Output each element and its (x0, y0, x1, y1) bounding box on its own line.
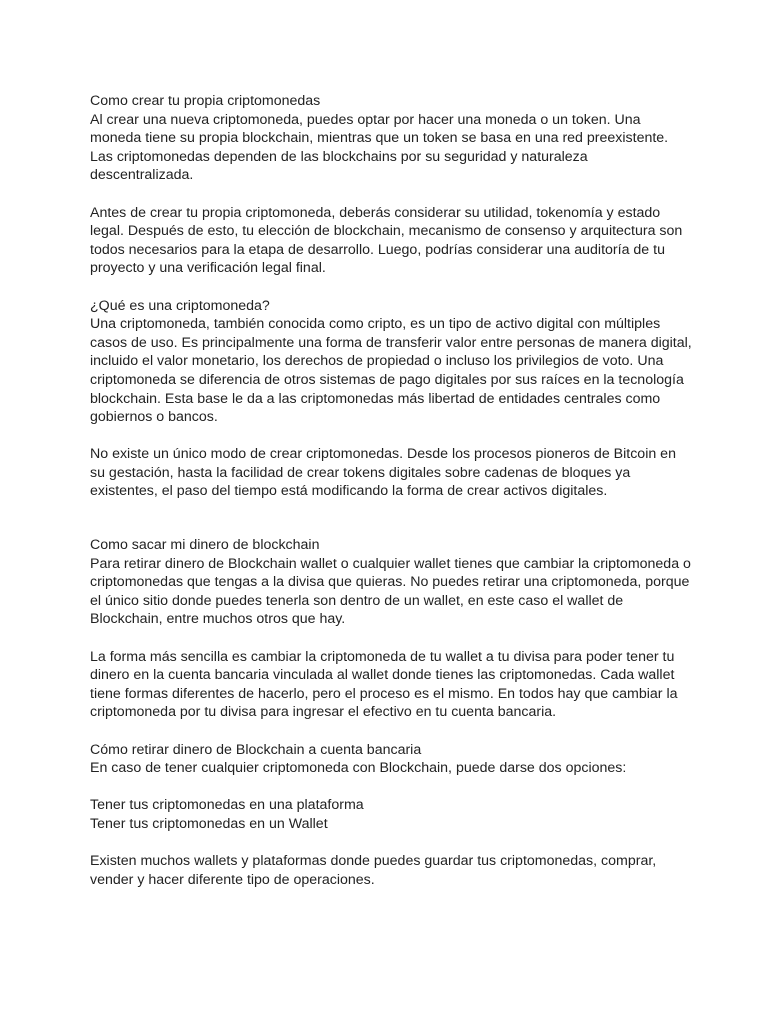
paragraph-line: Blockchain, entre muchos otros que hay. (90, 611, 346, 628)
paragraph-line: Para retirar dinero de Blockchain wallet o cualquier wallet tienes que cambiar la criptomoneda o (90, 555, 691, 572)
paragraph-line: gobiernos o bancos. (90, 409, 218, 426)
section-heading: Como sacar mi dinero de blockchain (90, 537, 320, 554)
paragraph-line: Una criptomoneda, también conocida como cripto, es un tipo de activo digital con múltiples (90, 316, 661, 333)
paragraph-line: casos de uso. Es principalmente una forma de transferir valor entre personas de manera digital, (90, 334, 692, 351)
paragraph-spacer (90, 834, 690, 853)
paragraph-line: Al crear una nueva criptomoneda, puedes optar por hacer una moneda o un token. Una (90, 111, 641, 128)
paragraph-line: tiene formas diferentes de hacerlo, pero el proceso es el mismo. En todos hay que cambiar la (90, 685, 678, 702)
section-existen-muchos-wallets (90, 852, 690, 889)
paragraph-spacer (90, 185, 690, 204)
section-que-es-criptomoneda (90, 297, 690, 427)
paragraph-spacer (90, 427, 690, 446)
section-sacar-dinero (90, 536, 690, 629)
option-line: Tener tus criptomonedas en un Wallet (90, 815, 328, 832)
section-opciones (90, 796, 690, 833)
section-heading: ¿Qué es una criptomoneda? (90, 297, 270, 314)
paragraph-spacer (90, 778, 690, 797)
paragraph-line: Antes de crear tu propia criptomoneda, deberás considerar su utilidad, tokenomía y estado (90, 204, 661, 221)
paragraph-line: su gestación, hasta la facilidad de crear tokens digitales sobre cadenas de bloques ya (90, 464, 631, 481)
paragraph-line: Las criptomonedas dependen de las blockchains por su seguridad y naturaleza (90, 148, 588, 165)
paragraph-spacer (90, 629, 690, 648)
paragraph-line: vender y hacer diferente tipo de operaciones. (90, 871, 375, 888)
paragraph-spacer (90, 501, 690, 536)
paragraph-spacer (90, 722, 690, 741)
section-heading: Como crear tu propia criptomonedas (90, 93, 321, 109)
paragraph-line: Existen muchos wallets y plataformas donde puedes guardar tus criptomonedas, comprar, (90, 853, 657, 870)
paragraph-line: todos necesarios para la etapa de desarrollo. Luego, podrías considerar una auditoría de tu (90, 241, 665, 258)
paragraph-line: No existe un único modo de crear criptomonedas. Desde los procesos pioneros de Bitcoin en (90, 446, 676, 463)
section-retirar-a-cuenta-bancaria (90, 741, 690, 778)
paragraph-line: proyecto y una verificación legal final. (90, 260, 326, 277)
paragraph-line: descentralizada. (90, 167, 194, 184)
section-antes-de-crear (90, 204, 690, 278)
paragraph-line: En caso de tener cualquier criptomoneda con Blockchain, puede darse dos opciones: (90, 760, 627, 777)
paragraph-line: el único sitio donde puedes tenerla son dentro de un wallet, en este caso el wallet de (90, 592, 624, 609)
paragraph-line: incluido el valor monetario, los derechos de propiedad o incluso los privilegios de voto. Una (90, 353, 664, 370)
paragraph-line: legal. Después de esto, tu elección de blockchain, mecanismo de consenso y arquitectura son (90, 223, 683, 240)
paragraph-line: criptomoneda se diferencia de otros sistemas de pago digitales por sus raíces en la tecnología (90, 371, 684, 388)
section-crear-criptomonedas (90, 92, 690, 185)
paragraph-line: existentes, el paso del tiempo está modificando la forma de crear activos digitales. (90, 483, 608, 500)
section-heading: Cómo retirar dinero de Blockchain a cuenta bancaria (90, 741, 422, 758)
paragraph-spacer (90, 278, 690, 297)
paragraph-line: moneda tiene su propia blockchain, mientras que un token se basa en una red preexistente. (90, 130, 669, 147)
option-line: Tener tus criptomonedas en una plataforma (90, 797, 364, 814)
section-forma-mas-sencilla (90, 648, 690, 722)
paragraph-line: criptomonedas que tengas a la divisa que quieras. No puedes retirar una criptomoneda, porque (90, 574, 690, 591)
paragraph-line: dinero en la cuenta bancaria vinculada al wallet donde tienes las criptomonedas. Cada wallet (90, 667, 675, 684)
paragraph-line: La forma más sencilla es cambiar la criptomoneda de tu wallet a tu divisa para poder tener tu (90, 648, 675, 665)
paragraph-line: criptomoneda por tu divisa para ingresar el efectivo en tu cuenta bancaria. (90, 704, 557, 721)
document-page (90, 92, 690, 889)
section-no-existe-unico-modo (90, 445, 690, 501)
paragraph-line: blockchain. Esta base le da a las criptomonedas más libertad de entidades centrales como (90, 390, 661, 407)
